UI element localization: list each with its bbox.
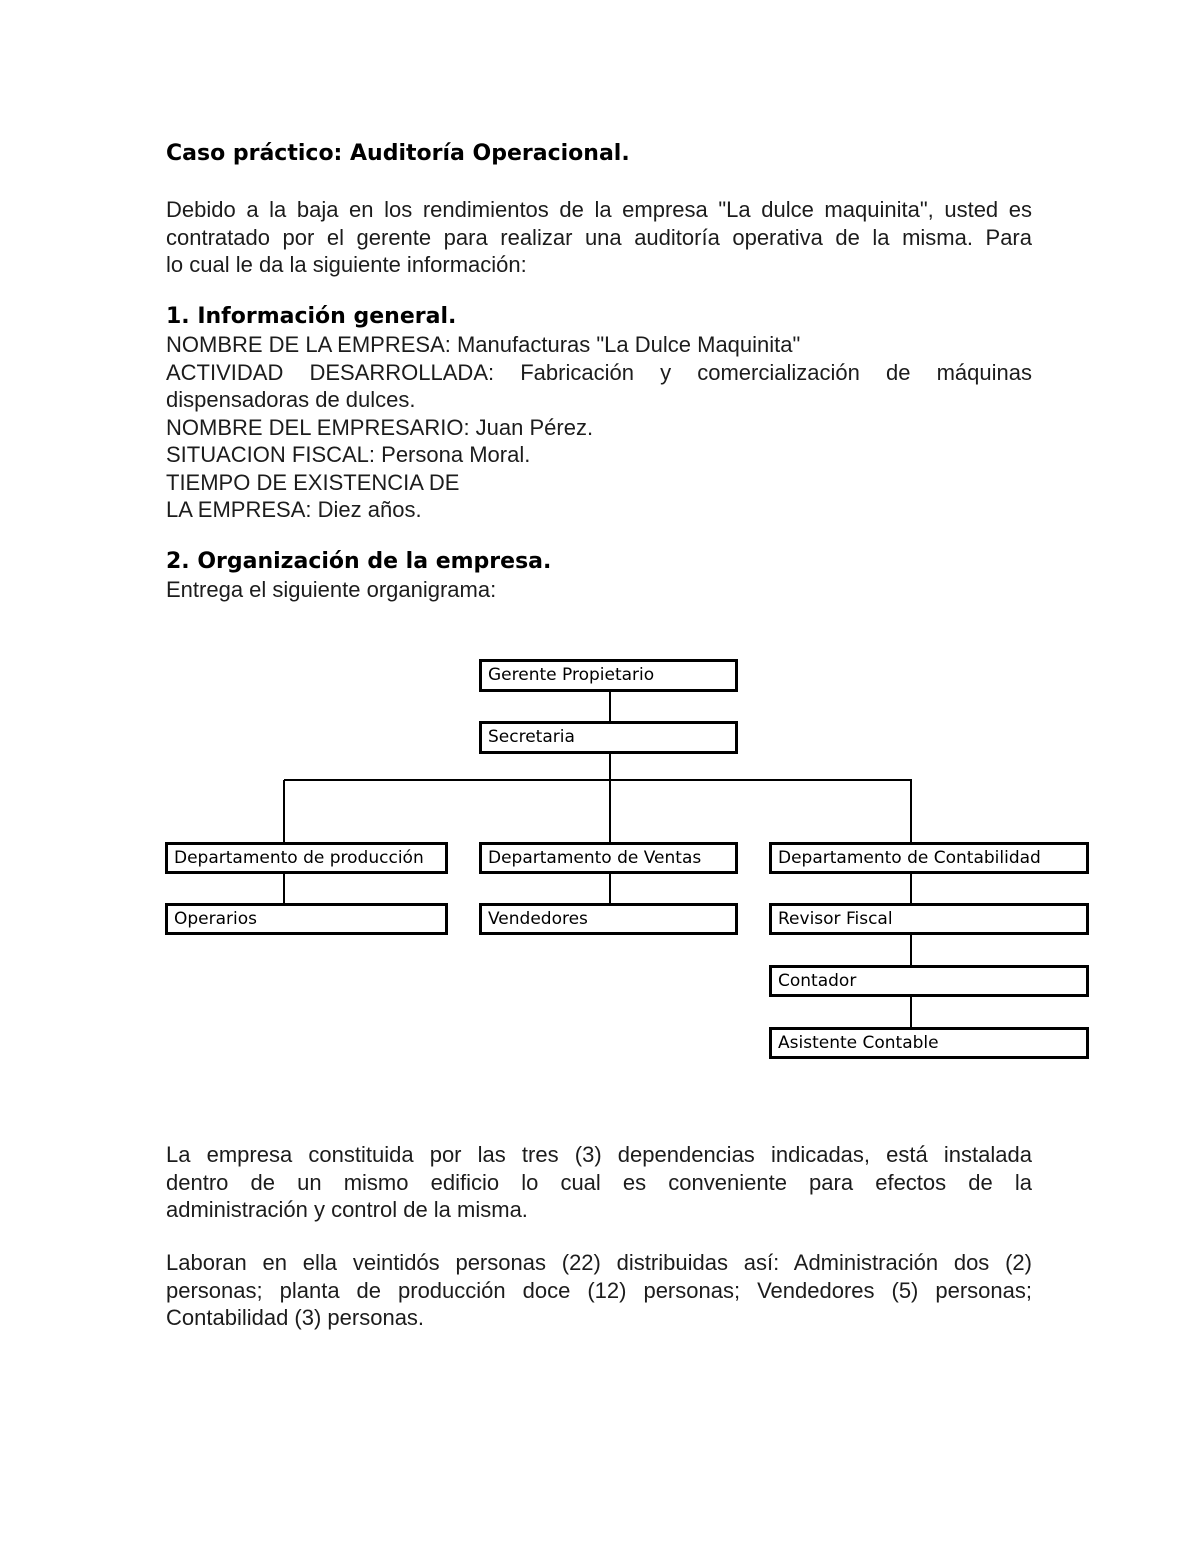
intro-line: contratado por el gerente para realizar una auditoría operativa de la misma. Para [166,224,1032,250]
document-title: Caso práctico: Auditoría Operacional. [166,141,630,166]
paragraph-line: personas; planta de producción doce (12) personas; Vendedores (5) personas; [166,1277,1032,1303]
paragraph-line: La empresa constituida por las tres (3) dependencias indicadas, está instalada [166,1142,1032,1167]
paragraph-line: Laboran en ella veintidós personas (22) distribuidas así: Administración dos (2) [166,1250,1032,1275]
paragraph-personal [166,1249,1032,1332]
paragraph-line: Contabilidad (3) personas. [166,1305,425,1330]
org-node-gerente: Gerente Propietario [479,659,738,692]
org-node-revisor: Revisor Fiscal [769,903,1089,935]
org-node-contador: Contador [769,965,1089,997]
org-node-asistente: Asistente Contable [769,1027,1089,1059]
intro-paragraph [166,196,1032,279]
section1-heading: 1. Información general. [166,304,457,329]
paragraph-dependencias [166,1141,1032,1224]
org-node-ventas: Departamento de Ventas [479,842,738,874]
info-line: SITUACION FISCAL: Persona Moral. [166,442,531,467]
org-node-operarios: Operarios [165,903,448,935]
general-info-block [166,331,1032,524]
intro-line: Debido a la baja en los rendimientos de la empresa "La dulce maquinita", usted es [166,197,1032,222]
paragraph-line: administración y control de la misma. [166,1197,528,1222]
info-line: NOMBRE DE LA EMPRESA: Manufacturas "La Dulce Maquinita" [166,332,801,357]
org-node-vendedores: Vendedores [479,903,738,935]
section2-heading: 2. Organización de la empresa. [166,549,552,574]
intro-line: lo cual le da la siguiente información: [166,252,527,277]
org-node-contabilidad: Departamento de Contabilidad [769,842,1089,874]
info-line: LA EMPRESA: Diez años. [166,497,422,522]
org-node-produccion: Departamento de producción [165,842,448,874]
info-line: ACTIVIDAD DESARROLLADA: Fabricación y comercialización de máquinas [166,359,1032,385]
info-line: TIEMPO DE EXISTENCIA DE [166,469,460,495]
info-line: dispensadoras de dulces. [166,387,416,412]
org-node-secretaria: Secretaria [479,721,738,754]
section2-subtitle: Entrega el siguiente organigrama: [166,577,497,602]
info-line: NOMBRE DEL EMPRESARIO: Juan Pérez. [166,414,594,440]
paragraph-line: dentro de un mismo edificio lo cual es conveniente para efectos de la [166,1169,1032,1195]
